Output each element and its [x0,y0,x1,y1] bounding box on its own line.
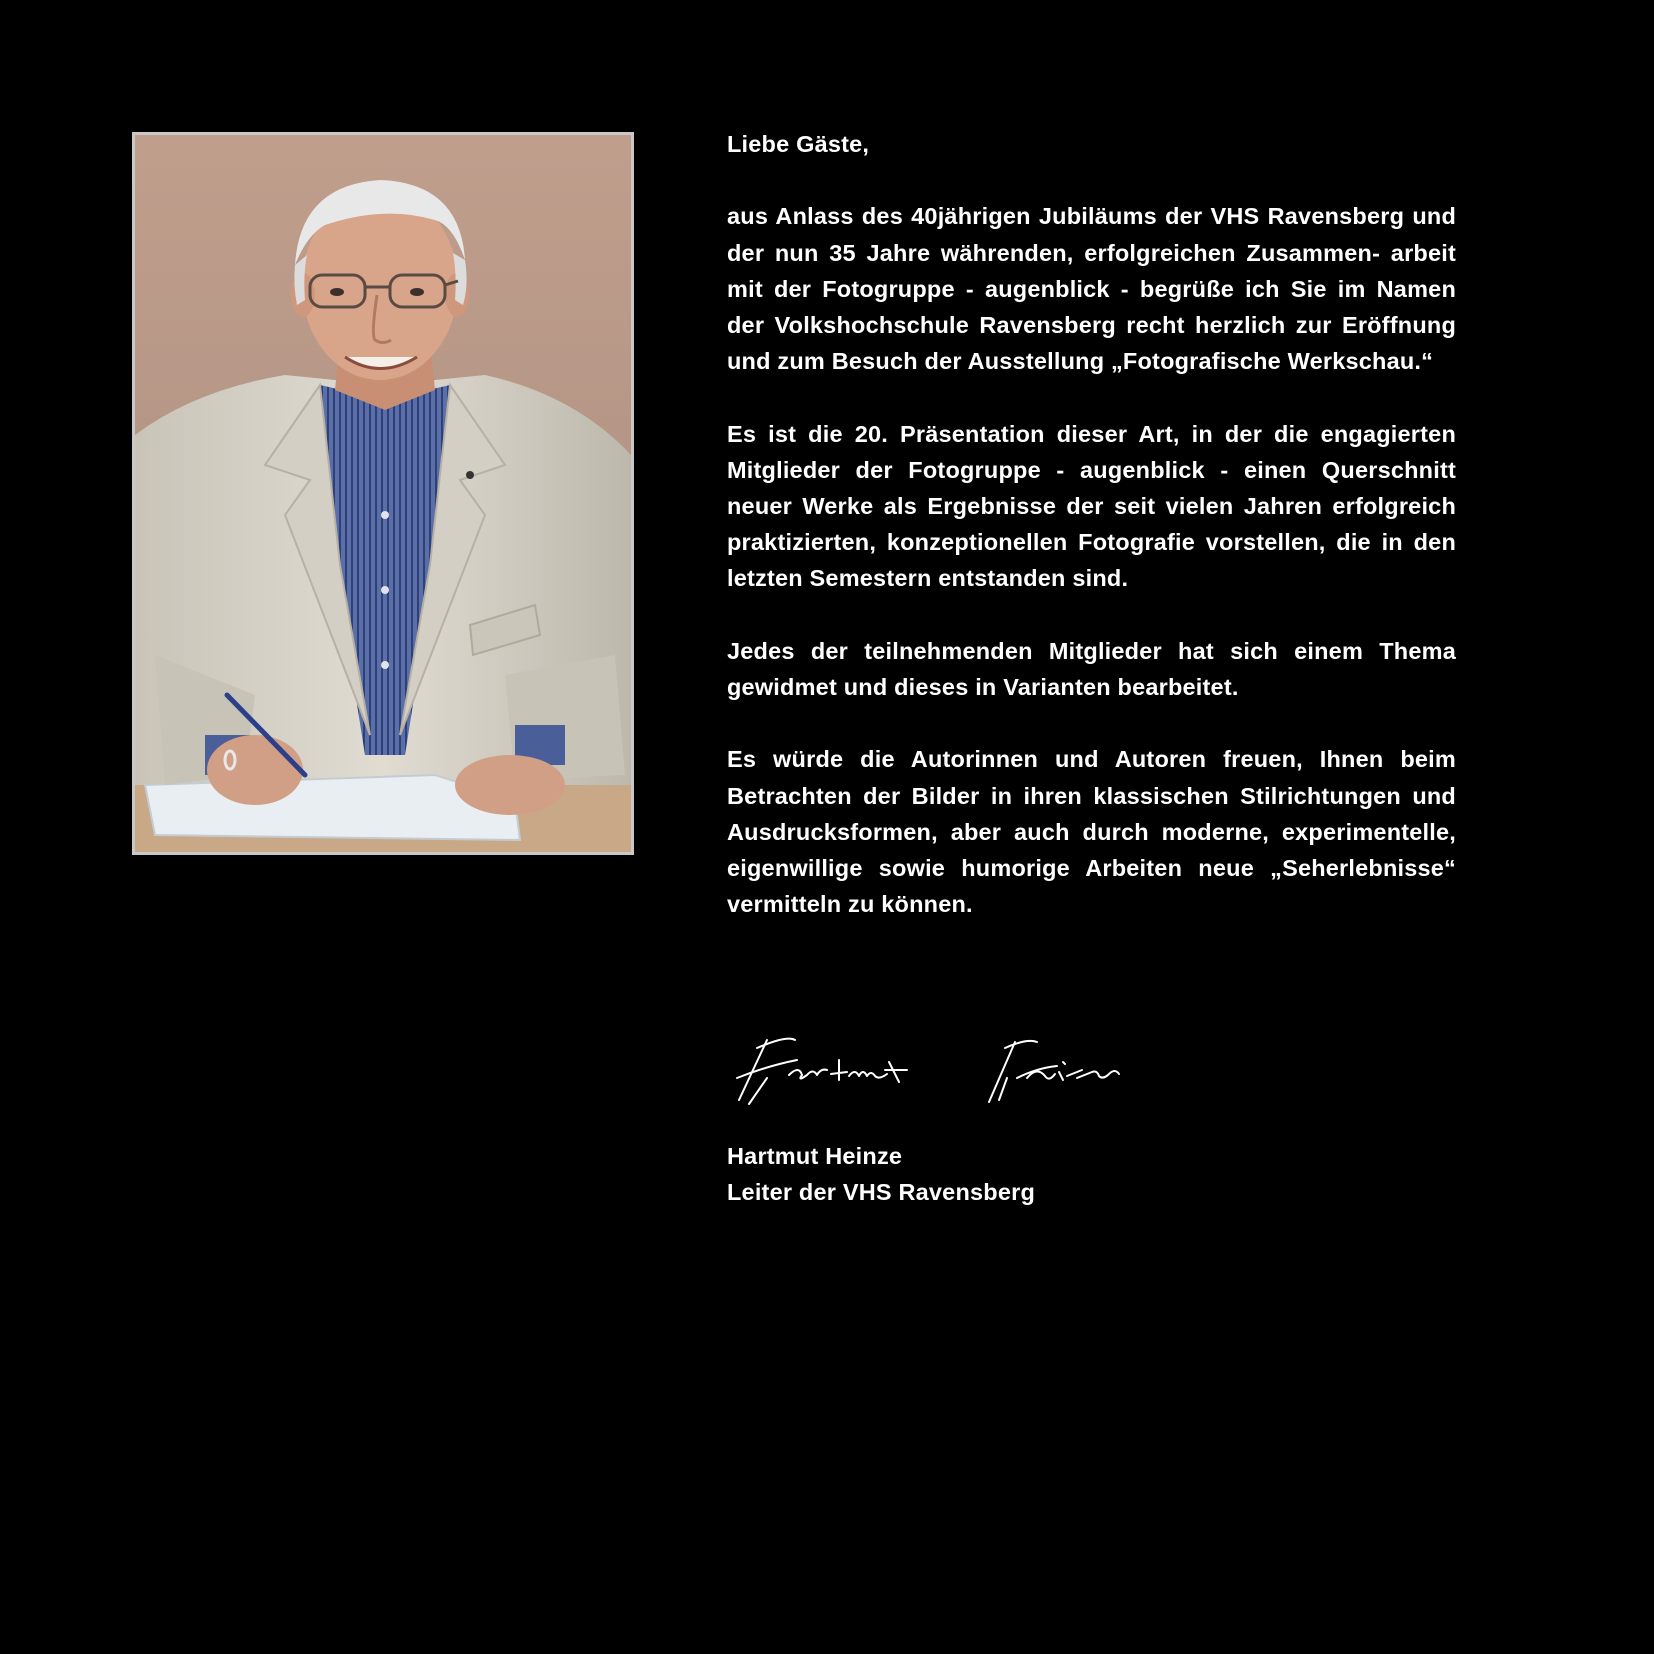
signer-name: Hartmut Heinze [727,1143,903,1169]
signature-image [727,1030,1147,1110]
portrait-image [135,135,631,852]
signer-title: Leiter der VHS Ravensberg [727,1179,1035,1206]
welcome-letter [727,126,1456,959]
letter-salutation: Liebe Gäste, [727,131,870,157]
letter-paragraph: Es ist die 20. Präsentation dieser Art, in der die engagierten Mitglieder der Fotogruppe - augenblick - einen Querschnitt neuer Werke als Ergebnisse der seit vielen Jahren erfolgreich praktizierten, konzeptionellen Fotografie vorstellen, die in den letzten Semestern entstanden sind. [727,420,1456,592]
letter-paragraph: Es würde die Autorinnen und Autoren freuen, Ihnen beim Betrachten der Bilder in ihren klassischen Stilrichtungen und Ausdrucksformen, aber auch durch moderne, experimentelle, eigenwillige sowie humorige Arbeiten neue „Seherlebnisse“ vermitteln zu können. [727,746,1456,918]
handwritten-signature [727,1030,1147,1110]
letter-paragraph: Jedes der teilnehmenden Mitglieder hat sich einem Thema gewidmet und dieses in Varianten bearbeitet. [727,637,1456,700]
signer-block [727,1138,1035,1210]
portrait-photo [132,132,634,855]
letter-paragraph: aus Anlass des 40jährigen Jubiläums der VHS Ravensberg und der nun 35 Jahre währenden, erfolgreichen Zusammen- arbeit mit der Fotogruppe - augenblick - begrüße ich Sie im Namen der Volkshochschule Ravensberg recht herzlich zur Eröffnung und zum Besuch der Ausstellung „Fotografische Werkschau.“ [727,203,1456,375]
